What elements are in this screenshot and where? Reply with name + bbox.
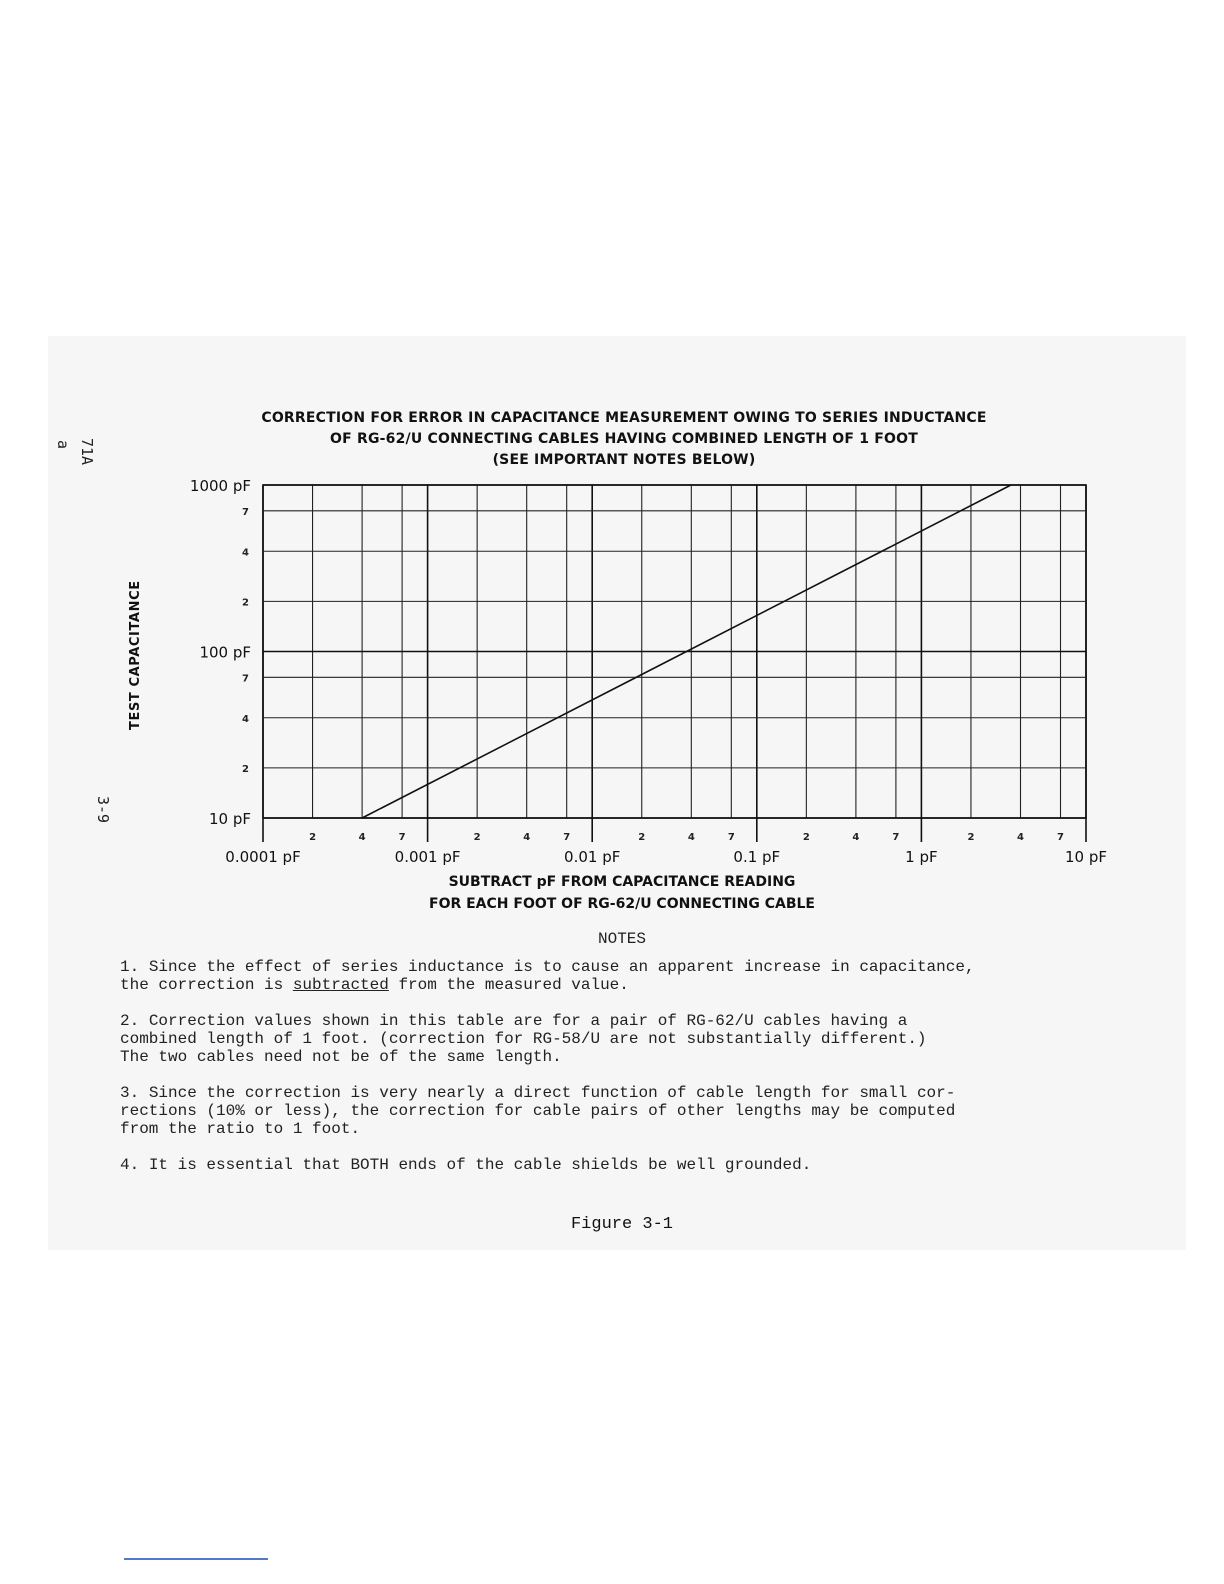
y-minor-tick-label: 7 — [242, 506, 249, 518]
side-label-top-letter: a — [54, 440, 72, 450]
y-minor-tick-label: 7 — [242, 673, 249, 685]
x-major-tick-label: 1 pF — [905, 848, 938, 866]
chart-grid — [263, 485, 1086, 842]
y-minor-tick-label: 2 — [242, 597, 249, 609]
x-minor-tick-label: 7 — [727, 832, 735, 843]
chart-title-line-3: (SEE IMPORTANT NOTES BELOW) — [492, 452, 756, 468]
x-minor-tick-label: 2 — [473, 832, 481, 843]
note-4: 4. It is essential that BOTH ends of the cable shields be well grounded. — [120, 1156, 812, 1174]
y-major-tick-label: 100 pF — [199, 643, 251, 662]
x-major-tick-label: 0.1 pF — [733, 848, 781, 866]
notes-list — [120, 958, 1130, 1192]
x-minor-tick-label: 4 — [852, 832, 860, 843]
chart-title-line-2: OF RG-62/U CONNECTING CABLES HAVING COMBINED LENGTH OF 1 FOOT — [330, 431, 918, 447]
x-axis-label-line-1: SUBTRACT pF FROM CAPACITANCE READING — [448, 874, 796, 890]
y-minor-tick-label: 2 — [242, 763, 249, 775]
notes-heading: NOTES — [597, 930, 646, 948]
x-minor-tick-label: 4 — [358, 832, 366, 843]
side-label-page: 3-9 — [94, 796, 112, 824]
x-minor-tick-label: 4 — [523, 832, 531, 843]
y-minor-tick-label: 4 — [242, 547, 249, 559]
x-minor-tick-label: 7 — [398, 832, 406, 843]
y-major-tick-label: 1000 pF — [189, 477, 251, 495]
x-minor-tick-label: 7 — [1057, 832, 1064, 843]
x-minor-tick-label: 4 — [687, 832, 695, 843]
note-1: 1. Since the effect of series inductance is to cause an apparent increase in capacitance, the correction is subtracted from the measured value. — [120, 958, 975, 994]
x-minor-tick-label: 2 — [802, 832, 810, 843]
figure-caption: Figure 3-1 — [570, 1215, 674, 1234]
footnote-rule — [124, 1558, 268, 1560]
x-minor-tick-label: 7 — [563, 832, 571, 843]
x-minor-tick-label: 2 — [309, 832, 317, 843]
y-axis-label: TEST CAPACITANCE — [128, 580, 143, 730]
x-major-tick-label: 10 pF — [1064, 848, 1108, 866]
chart-title-line-1: CORRECTION FOR ERROR IN CAPACITANCE MEASUREMENT OWING TO SERIES INDUCTANCE — [261, 410, 987, 426]
y-minor-tick-label: 4 — [242, 713, 249, 725]
x-major-tick-label: 0.01 pF — [564, 848, 621, 866]
x-major-tick-label: 0.0001 pF — [225, 848, 301, 866]
note-2: 2. Correction values shown in this table are for a pair of RG-62/U cables having a combined length of 1 foot. (correction for RG-58/U are not substantially different.) The two cables need not be of the same length. — [120, 1012, 927, 1066]
x-minor-tick-label: 4 — [1017, 832, 1024, 843]
x-axis-label-line-2: FOR EACH FOOT OF RG-62/U CONNECTING CABLE — [429, 896, 815, 912]
x-minor-tick-label: 2 — [967, 832, 975, 843]
x-minor-tick-label: 7 — [892, 832, 900, 843]
note-emphasis: subtracted — [292, 976, 389, 994]
y-major-tick-label: 10 pF — [208, 810, 251, 828]
side-label-top: 71A — [78, 438, 96, 466]
x-minor-tick-label: 2 — [638, 832, 646, 843]
x-major-tick-label: 0.001 pF — [394, 848, 461, 866]
note-3: 3. Since the correction is very nearly a direct function of cable length for small cor- rections (10% or less), the correction for cable pairs of other lengths may be computed from the ratio to 1 foot. — [120, 1084, 956, 1138]
